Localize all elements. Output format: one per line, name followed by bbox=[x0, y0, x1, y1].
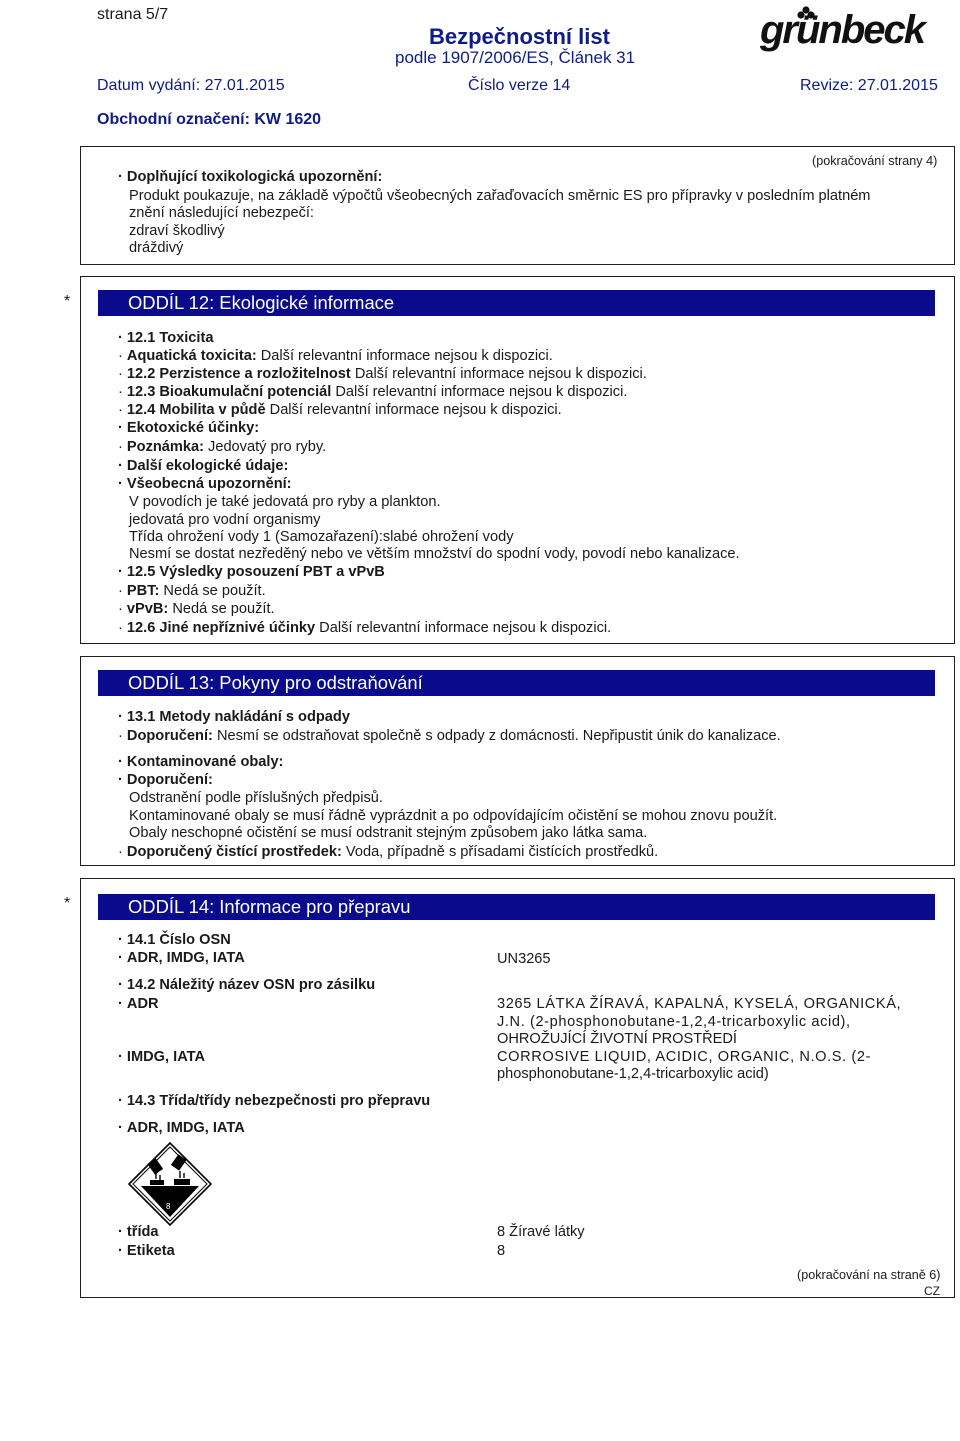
item-label: 12.4 Mobilita v půdě bbox=[126, 402, 266, 418]
continued-from: (pokračování strany 4) bbox=[812, 154, 938, 168]
ecology-paragraph: Nesmí se dostat nezředěný nebo ve větším množství do spodní vody, povodí nebo kanalizace. bbox=[129, 546, 740, 562]
item-label: 12.6 Jiné nepříznivé účinky bbox=[126, 620, 316, 636]
document-title: Bezpečnostní list bbox=[429, 24, 610, 49]
ecology-item bbox=[118, 601, 275, 617]
disposal-paragraph: Kontaminované obaly se musí řádně vyprázdnit a po odpovídajícím očistění se mohou znovu použít. bbox=[129, 808, 778, 824]
item-label: PBT: bbox=[126, 583, 160, 599]
disposal-item bbox=[118, 728, 781, 744]
disposal-item: · Kontaminované obaly: bbox=[118, 754, 283, 770]
page-number: strana 5/7 bbox=[97, 6, 169, 23]
continued-on: (pokračování na straně 6) bbox=[797, 1268, 941, 1282]
imdg-shipping-name: CORROSIVE LIQUID, ACIDIC, ORGANIC, N.O.S. (2- bbox=[497, 1049, 872, 1065]
ecology-item bbox=[118, 620, 611, 636]
item-text: Nedá se použít. bbox=[163, 583, 266, 599]
adr-shipping-name: 3265 LÁTKA ŽÍRAVÁ, KAPALNÁ, KYSELÁ, ORGANICKÁ, bbox=[497, 996, 902, 1012]
language-code: CZ bbox=[924, 1284, 940, 1298]
revision-marker: * bbox=[64, 293, 71, 310]
item-text: Nedá se použít. bbox=[172, 601, 275, 617]
tox-line: dráždivý bbox=[129, 240, 184, 256]
transport-label: · ADR, IMDG, IATA bbox=[118, 1120, 245, 1136]
item-text: Voda, případně s přísadami čistících prostředků. bbox=[345, 844, 659, 860]
item-label: 12.3 Bioakumulační potenciál bbox=[126, 384, 332, 400]
item-label: Poznámka: bbox=[126, 439, 204, 455]
ecology-paragraph: jedovatá pro vodní organismy bbox=[129, 512, 321, 528]
label-value: 8 bbox=[497, 1243, 506, 1259]
ecology-item bbox=[118, 366, 647, 382]
ecology-item bbox=[118, 583, 266, 599]
pictogram-class-number: 8 bbox=[166, 1202, 171, 1211]
section-13-title: ODDÍL 13: Pokyny pro odstraňování bbox=[98, 670, 935, 696]
un-number: UN3265 bbox=[497, 951, 551, 967]
item-text: Další relevantní informace nejsou k dispozici. bbox=[260, 348, 553, 364]
disposal-item: · Doporučení: bbox=[118, 772, 213, 788]
item-text: Další relevantní informace nejsou k dispozici. bbox=[269, 402, 562, 418]
trade-name: Obchodní označení: KW 1620 bbox=[97, 111, 322, 128]
hazard-class-value: 8 Žíravé látky bbox=[497, 1224, 585, 1240]
revision-date: Revize: 27.01.2015 bbox=[800, 77, 938, 94]
corrosive-hazard-pictogram bbox=[128, 1142, 212, 1226]
disposal-paragraph: Odstranění podle příslušných předpisů. bbox=[129, 790, 383, 806]
ecology-item: · Ekotoxické účinky: bbox=[118, 420, 259, 436]
adr-shipping-name: J.N. (2-phosphonobutane-1,2,4-tricarboxylic acid), bbox=[497, 1014, 851, 1030]
ecology-item bbox=[118, 384, 627, 400]
transport-label: · třída bbox=[118, 1224, 159, 1240]
item-label: Aquatická toxicita: bbox=[126, 348, 257, 364]
transport-item: · 14.3 Třída/třídy nebezpečnosti pro přepravu bbox=[118, 1093, 430, 1109]
ecology-item: · Všeobecná upozornění: bbox=[118, 476, 292, 492]
tox-line: znění následující nebezpečí: bbox=[129, 205, 314, 221]
version-number: Číslo verze 14 bbox=[468, 77, 571, 94]
logo-text: grünbeck bbox=[760, 8, 925, 52]
ecology-item: · 12.1 Toxicita bbox=[118, 330, 213, 346]
item-text: Jedovatý pro ryby. bbox=[208, 439, 327, 455]
item-text: Další relevantní informace nejsou k dispozici. bbox=[319, 620, 612, 636]
item-text: Další relevantní informace nejsou k dispozici. bbox=[354, 366, 647, 382]
transport-label: · Etiketa bbox=[118, 1243, 175, 1259]
ecology-item bbox=[118, 348, 553, 364]
item-label: Doporučení: bbox=[126, 728, 213, 744]
tox-heading: · Doplňující toxikologická upozornění: bbox=[118, 169, 382, 185]
disposal-item: · 13.1 Metody nakládání s odpady bbox=[118, 709, 350, 725]
transport-label: · IMDG, IATA bbox=[118, 1049, 205, 1065]
tox-line: zdraví škodlivý bbox=[129, 223, 225, 239]
grunbeck-logo bbox=[760, 6, 955, 62]
disposal-paragraph: Obaly neschopné očistění se musí odstranit stejným způsobem jako látka sama. bbox=[129, 825, 648, 841]
ecology-item bbox=[118, 402, 562, 418]
item-label: 12.2 Perzistence a rozložitelnost bbox=[126, 366, 351, 382]
ecology-paragraph: V povodích je také jedovatá pro ryby a plankton. bbox=[129, 494, 441, 510]
ecology-paragraph: Třída ohrožení vody 1 (Samozařazení):slabé ohrožení vody bbox=[129, 529, 514, 545]
item-label: Doporučený čistící prostředek: bbox=[126, 844, 342, 860]
section-12-title: ODDÍL 12: Ekologické informace bbox=[98, 290, 935, 316]
corrosive-icon bbox=[128, 1142, 212, 1226]
revision-marker: * bbox=[64, 895, 71, 912]
transport-label: · ADR bbox=[118, 996, 159, 1012]
disposal-item bbox=[118, 844, 658, 860]
ecology-item: · 12.5 Výsledky posouzení PBT a vPvB bbox=[118, 564, 385, 580]
transport-item: · 14.1 Číslo OSN bbox=[118, 932, 231, 948]
item-label: vPvB: bbox=[126, 601, 169, 617]
adr-shipping-name: OHROŽUJÍCÍ ŽIVOTNÍ PROSTŘEDÍ bbox=[497, 1031, 737, 1047]
document-subtitle: podle 1907/2006/ES, Článek 31 bbox=[395, 48, 636, 67]
tox-line: Produkt poukazuje, na základě výpočtů všeobecných zařaďovacích směrnic ES pro přípravky v posledním platném bbox=[129, 188, 871, 204]
item-text: Další relevantní informace nejsou k dispozici. bbox=[335, 384, 628, 400]
transport-item: · 14.2 Náležitý název OSN pro zásilku bbox=[118, 977, 375, 993]
section-14-title: ODDÍL 14: Informace pro přepravu bbox=[98, 894, 935, 920]
transport-label: · ADR, IMDG, IATA bbox=[118, 950, 245, 966]
issue-date: Datum vydání: 27.01.2015 bbox=[97, 77, 285, 94]
ecology-item: · Další ekologické údaje: bbox=[118, 458, 288, 474]
imdg-shipping-name: phosphonobutane-1,2,4-tricarboxylic acid) bbox=[497, 1066, 769, 1082]
ecology-item bbox=[118, 439, 326, 455]
item-text: Nesmí se odstraňovat společně s odpady z domácnosti. Nepřipustit únik do kanalizace. bbox=[216, 728, 781, 744]
